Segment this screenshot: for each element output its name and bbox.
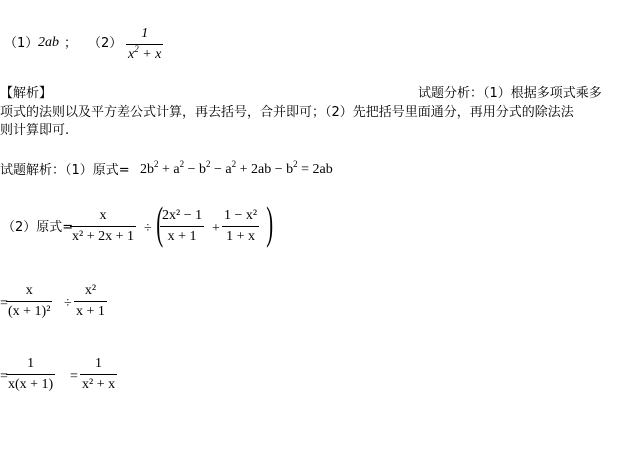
numerator: 1 − x² [224, 208, 258, 223]
denominator: x² + x [82, 377, 116, 392]
plus-sign: + [212, 221, 220, 236]
step2-equals: = [0, 296, 8, 311]
division-sign: ÷ [144, 221, 152, 236]
fraction-bar [70, 226, 136, 227]
answer-part2-denominator: $x^2 + x$ [128, 44, 162, 62]
answer-part2-label: （2） [88, 36, 123, 51]
division-sign: ÷ [64, 296, 72, 311]
step2-fraction-1 [6, 283, 52, 320]
analysis-line-2: 项式的法则以及平方差公式计算，再去括号，合并即可；（2）先把括号里面通分，再用分式的除法法 [0, 105, 574, 120]
step1-fraction-3 [222, 208, 259, 245]
answer-separator: ； [64, 36, 78, 51]
numerator: x [99, 208, 107, 223]
step3-fraction-2 [80, 356, 117, 393]
answer-part1-label: （1） [4, 36, 39, 51]
fraction-bar [74, 301, 107, 302]
numerator: 1 [95, 356, 103, 371]
fraction-bar [6, 301, 52, 302]
fraction-bar [160, 226, 204, 227]
numerator: x [25, 283, 33, 298]
analysis-line-3: 则计算即可. [0, 123, 70, 138]
denominator: x(x + 1) [8, 377, 54, 392]
answer-part2-numerator: 1 [141, 26, 149, 41]
denominator: (x + 1)² [8, 304, 51, 319]
answer-part2-fraction [126, 26, 163, 63]
step1-fraction-1 [70, 208, 136, 245]
fraction-bar [6, 374, 55, 375]
left-paren: ( [156, 197, 164, 248]
answer-part1-value: 2ab [38, 35, 59, 50]
denominator: x + 1 [167, 229, 197, 244]
fraction-bar [126, 44, 163, 45]
denominator: x² + 2x + 1 [72, 229, 134, 244]
step3-equals-2: = [70, 369, 78, 384]
numerator: 1 [27, 356, 35, 371]
denominator: x + 1 [76, 304, 105, 319]
fraction-bar [80, 374, 117, 375]
numerator: x² [84, 283, 97, 298]
step3-equals: = [0, 369, 8, 384]
fraction-bar [222, 226, 259, 227]
denominator: 1 + x [226, 229, 255, 244]
solution-part1-expression: $2b^2 + a^2 - b^2 - a^2 + 2ab - b^2 = 2ab$ [140, 159, 333, 177]
numerator: 2x² − 1 [162, 208, 203, 223]
step2-fraction-2 [74, 283, 107, 320]
analysis-heading: 【解析】 [0, 86, 53, 101]
solution-part2-label: （2）原式= [2, 220, 74, 235]
step1-fraction-2 [160, 208, 204, 245]
step3-fraction-1 [6, 356, 55, 393]
solution-part1-label: 试题解析：（1）原式= [0, 163, 130, 178]
analysis-intro: 试题分析：（1）根据多项式乘多 [418, 86, 602, 101]
right-paren: ) [266, 197, 274, 248]
